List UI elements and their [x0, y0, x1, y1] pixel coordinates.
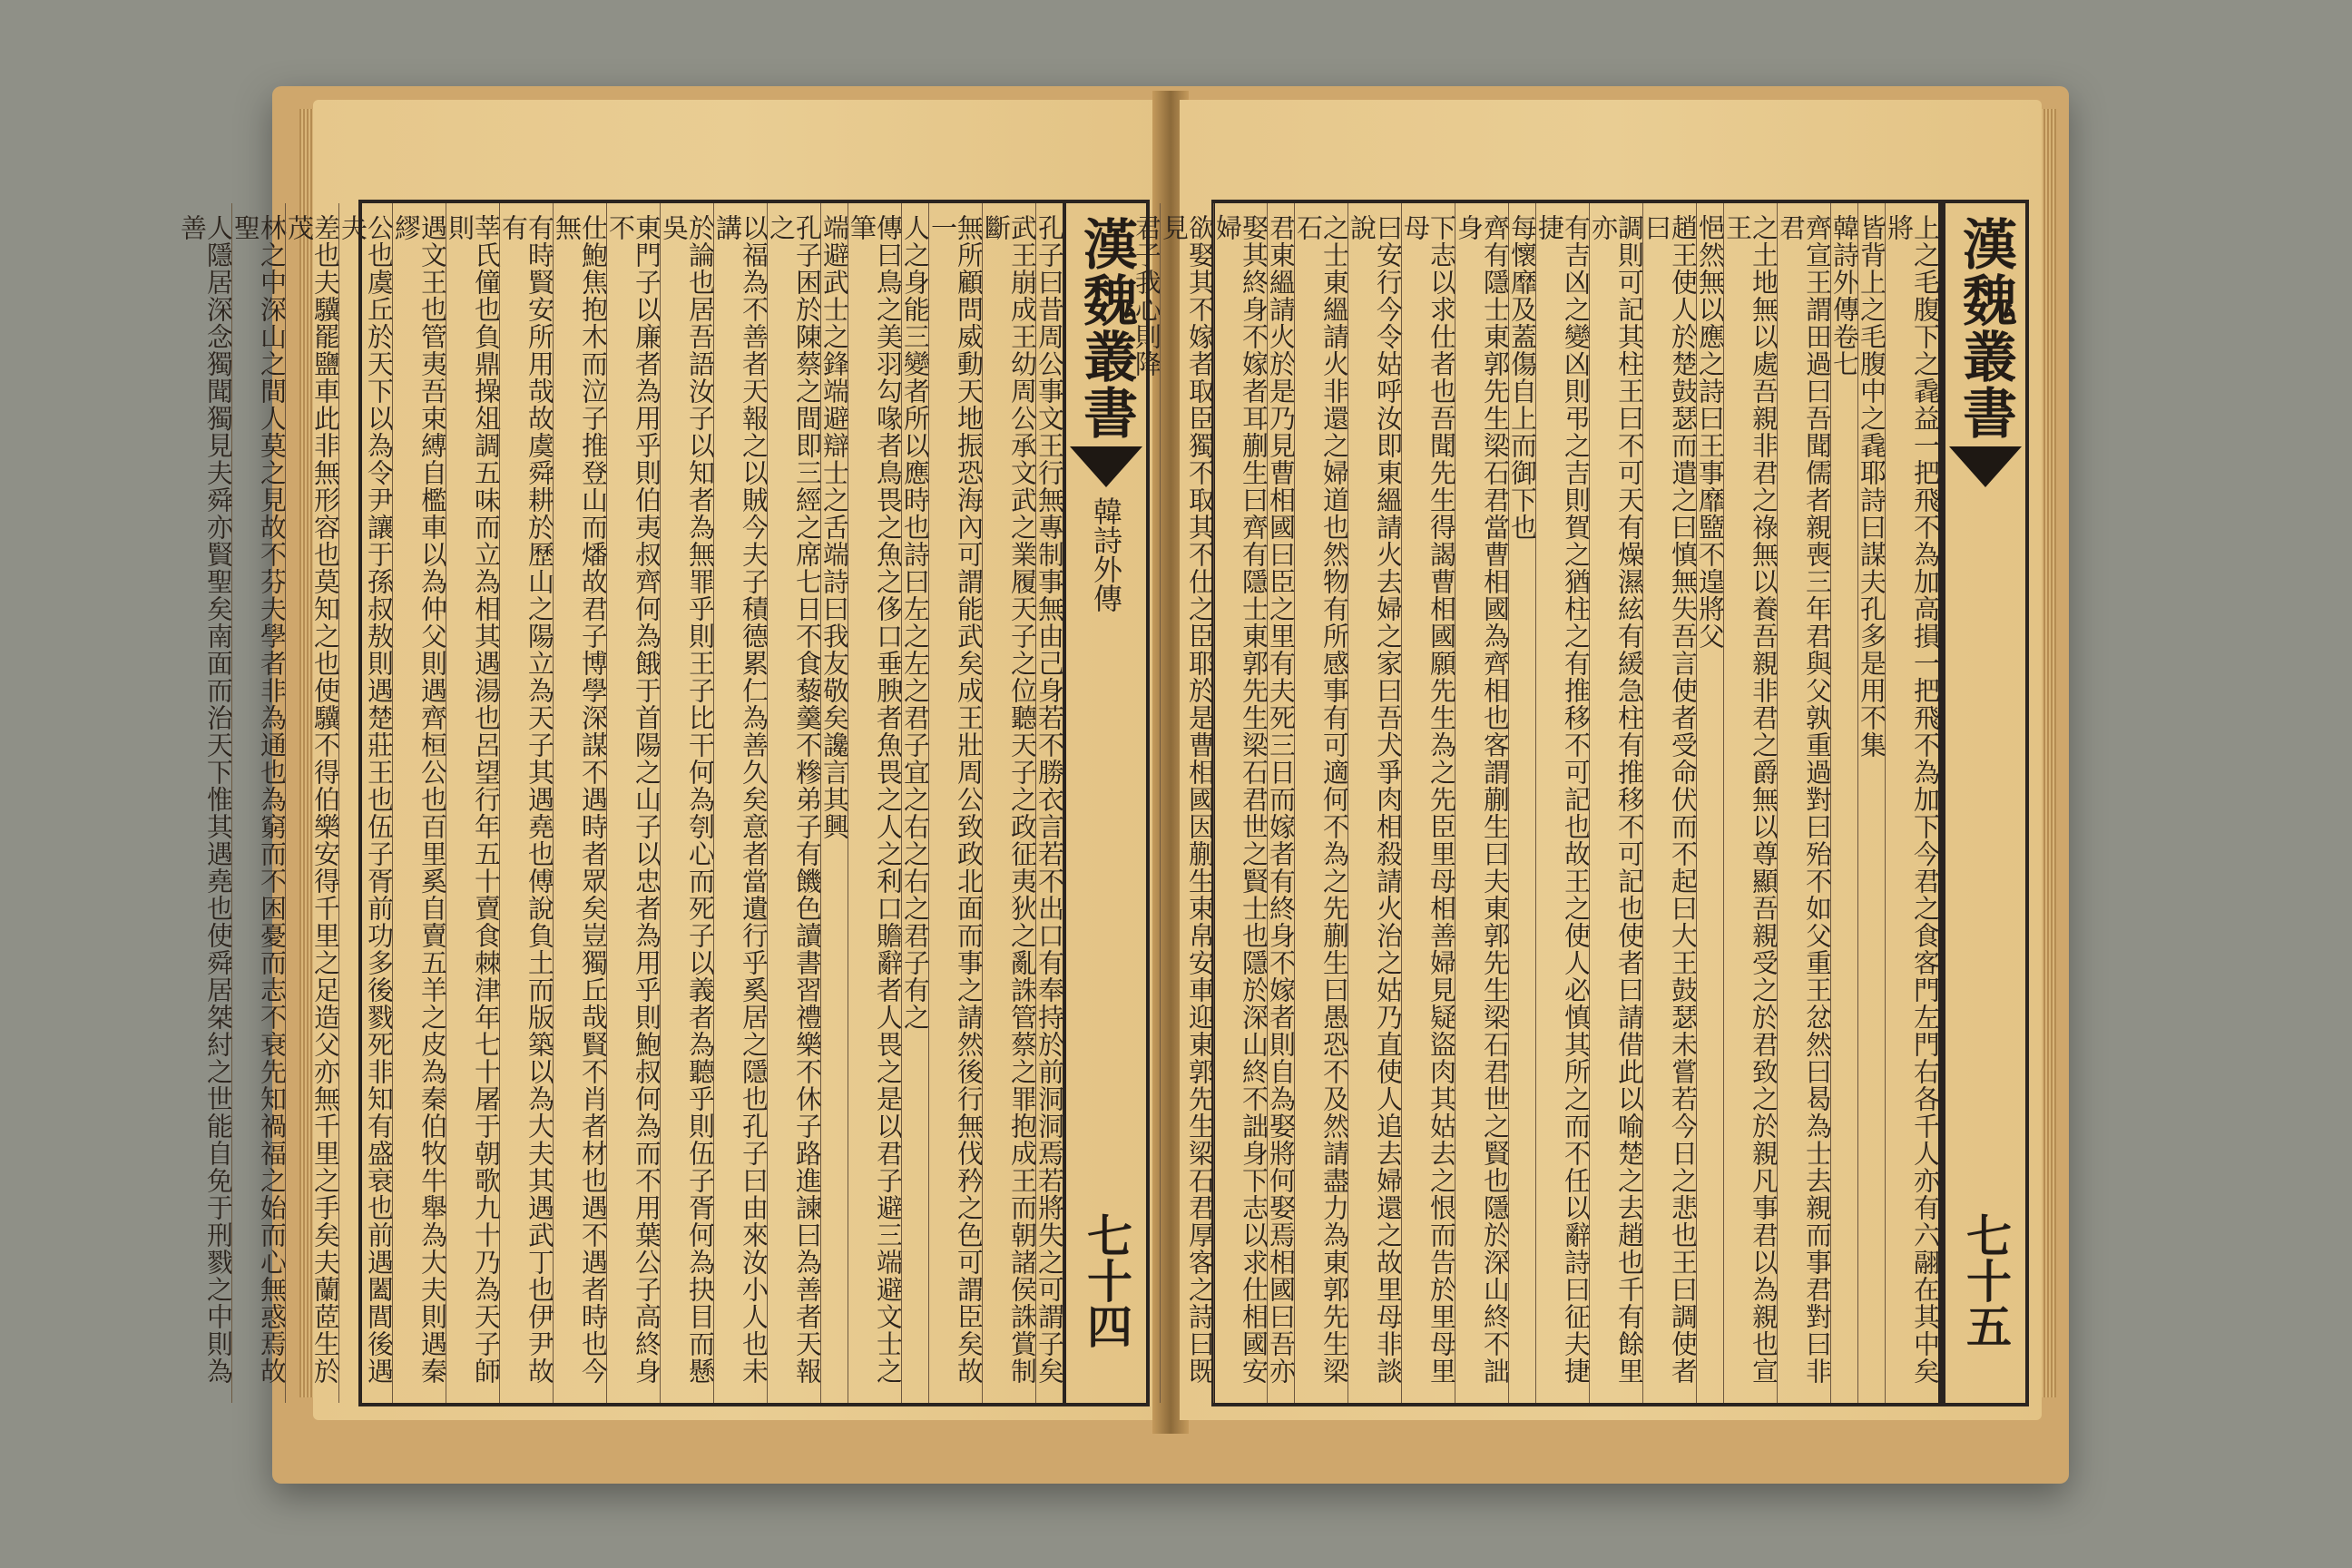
left-page	[177, 100, 1161, 1420]
text-column: 上之毛腹下之毳益一把飛不為加高損一把飛不為加下今君之食客門左門右各千人亦有六翮在其中矣將	[1885, 203, 1938, 1403]
text-column: 於論也居吾語汝子以知者為無罪乎則王子比干何為刳心而死子以義者為聽乎則伍子胥何為抉目而懸吳	[660, 203, 713, 1403]
left-text-frame	[177, 200, 1066, 1406]
text-column: 君子我心則降	[1132, 214, 1162, 377]
text-column: 仕鮑焦抱木而泣子推登山而燔故君子博學深謀不遇時者眾矣豈獨丘哉賢不肖者材也遇不遇者時也今無	[553, 203, 606, 1403]
text-column: 每懷靡及蓋傷自上而御下也	[1508, 203, 1535, 1403]
right-margin-title: 漢魏叢書	[1954, 216, 2017, 441]
text-column: 武王崩成王幼周公承文武之業履天子之位聽天子之政征夷狄之亂誅管蔡之罪抱成王而朝諸侯誅賞制斷	[982, 203, 1035, 1403]
text-column: 孔子困於陳蔡之間即三經之席七日不食藜羹不糝弟子有饑色讀書習禮樂不休子路進諫曰為善者天報之	[767, 203, 820, 1403]
left-margin-subtitle: 韓詩外傳	[1089, 496, 1123, 612]
text-column: 趙王使人於楚鼓瑟而遣之曰慎無失吾言使者受命伏而不起曰大王鼓瑟未嘗若今日之悲也王曰調使者曰	[1642, 203, 1696, 1403]
text-column: 傳曰鳥之美羽勾喙者鳥畏之魚之侈口垂腴者魚畏之人之利口贍辭者人畏之是以君子避三端避文士之筆	[848, 203, 901, 1403]
text-column: 公也虞丘於天下以為令尹讓于孫叔敖則遇楚莊王也伍子胥前功多後戮死非知有盛衰也前遇闔閭後遇夫	[338, 203, 392, 1403]
right-page-number: 七十五	[1959, 1212, 2013, 1348]
text-column: 欲娶其不嫁者取臣獨不取其不仕之臣耶於是曹相國因蒯生束帛安車迎東郭先生梁石君厚客之詩曰既見	[1160, 203, 1213, 1403]
text-column: 有時賢安所用哉故虞舜耕於歷山之陽立為天子其遇堯也傅說負土而版築以為大夫其遇武丁也伊尹故有	[499, 203, 553, 1403]
text-column: 娶其終身不嫁者耳蒯生曰齊有隱士東郭先生梁石君世之賢士也隱於深山終不詘身下志以求仕相國安婦	[1213, 203, 1267, 1403]
right-margin-column	[1942, 200, 2029, 1406]
text-column: 人隱居深念獨聞獨見夫舜亦賢聖矣南面而治天下惟其遇堯也使舜居桀紂之世能自免于刑戮之中則為善	[177, 214, 234, 1385]
text-column: 遇文王也管夷吾束縛自檻車以為仲父則遇齊桓公也百里奚自賣五羊之皮為秦伯牧牛舉為大夫則遇秦繆	[392, 203, 446, 1403]
right-text-frame	[1132, 200, 1942, 1406]
text-column: 人之身能三變者所以應時也詩曰左之左之君子宜之右之右之君子有之	[901, 203, 928, 1403]
text-column: 之土地無以處吾親非君之祿無以養吾親非君之爵無以尊顯吾親受之於君致之於親凡事君以為親也宣王	[1723, 203, 1777, 1403]
fish-tail-mark	[1949, 446, 2022, 487]
right-page	[1132, 100, 2042, 1420]
text-column: 莘氏僮也負鼎操俎調五味而立為相其遇湯也呂望行年五十賣食棘津年七十屠于朝歌九十乃為天子師則	[446, 203, 499, 1403]
text-column: 曰安行今令姑呼汝即東縕請火去婦之家曰吾犬爭肉相殺請火治之姑乃直使人追去婦還之故里母非談說	[1348, 203, 1401, 1403]
left-text-columns	[177, 203, 1065, 1403]
text-column: 孔子曰昔周公事文王行無專制事無由己身若不勝衣言若不出口有奉持於前洞洞焉若將失之可謂子矣	[1035, 203, 1063, 1403]
text-column: 悒然無以應之詩曰王事靡盬不遑將父	[1696, 203, 1723, 1403]
text-column: 有吉凶之變凶則弔之吉則賀之猶柱之有推移不可記也故王之使人必慎其所之而不任以辭詩曰征夫捷捷	[1535, 203, 1589, 1403]
right-text-columns	[1132, 203, 1941, 1403]
text-column: 東門子以廉者為用乎則伯夷叔齊何為餓于首陽之山子以忠者為用乎則鮑叔何為而不用葉公子高終身不	[606, 203, 660, 1403]
text-column: 調則可記其柱王曰不可天有燥濕絃有緩急柱有推移不可記也使者曰請借此以喻楚之去趙也千有餘里亦	[1589, 203, 1642, 1403]
fish-tail-mark	[1070, 446, 1142, 487]
text-column: 差也夫驥罷鹽車此非無形容也莫知之也使驥不得伯樂安得千里之足造父亦無千里之手矣夫蘭茝生於茂	[285, 203, 338, 1403]
left-page-number: 七十四	[1080, 1212, 1133, 1348]
text-column: 齊有隱士東郭先生梁石君當曹相國為齊相也客謂蒯生曰夫東郭先生梁石君世之賢也隱於深山終不詘身	[1455, 203, 1508, 1403]
text-column: 無所顧問威動天地振恐海內可謂能武矣成王壯周公致政北面而事之請然後行無伐矜之色可謂臣矣故一	[928, 203, 982, 1403]
left-margin-title: 漢魏叢書	[1074, 216, 1138, 441]
text-column: 韓詩外傳卷七	[1830, 203, 1857, 1403]
text-column: 以福為不善者天報之以賊今夫子積德累仁為善久矣意者當遺行乎奚居之隱也孔子曰由來汝小人也未講	[713, 203, 767, 1403]
text-column: 林之中深山之間人莫之見故不芬夫學者非為通也為窮而不困憂而志不衰先知禍福之始而心無惑焉故聖	[231, 203, 285, 1403]
text-column: 齊宣王謂田過曰吾聞儒者親喪三年君與父孰重過對曰殆不如父重王忿然曰曷為士去親而事君對曰非君	[1777, 203, 1830, 1403]
text-column: 之士東縕請火非還之婦道也然物有所感事有可適何不為之先蒯生曰愚恐不及然請盡力為東郭先生梁石	[1294, 203, 1348, 1403]
text-column: 端避武士之鋒端避辯士之舌端詩曰我友敬矣讒言其興	[820, 203, 848, 1403]
text-column: 皆背上之毛腹中之毳耶詩曰謀夫孔多是用不集	[1857, 203, 1885, 1403]
text-column: 下志以求仕者也吾聞先生得謁曹相國願先生為之先臣里母相善婦見疑盜肉其姑去之恨而告於里母里母	[1401, 203, 1455, 1403]
text-column: 君東縕請火於是乃見曹相國曰臣之里有夫死三日而嫁者有終身不嫁者則自為娶將何娶焉相國曰吾亦	[1267, 203, 1294, 1403]
